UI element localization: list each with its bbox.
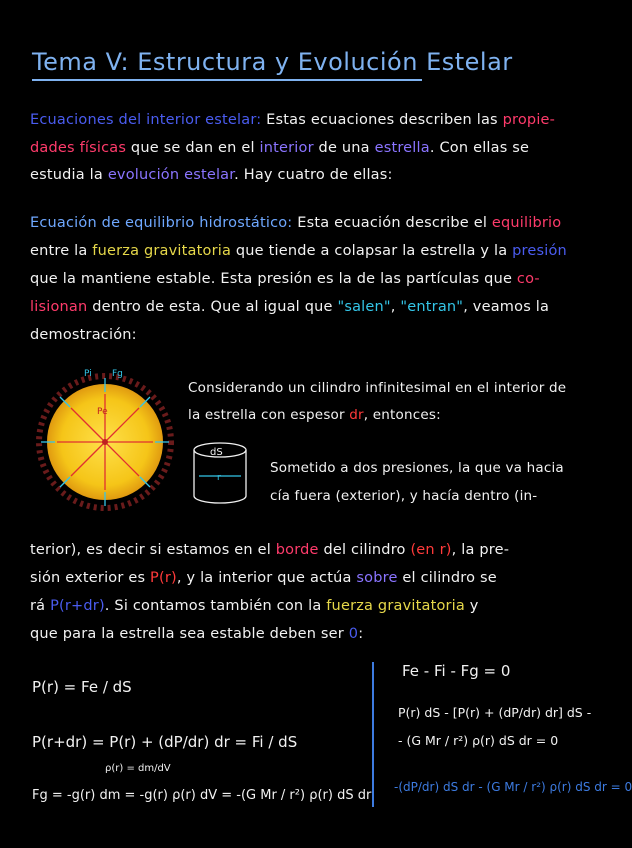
equation-balance: Fe - Fi - Fg = 0 [402,662,511,680]
term-colisionan-b: lisionan [30,299,88,315]
equation-fg: Fg = -g(r) dm = -g(r) ρ(r) dV = -(G Mr / r²) ρ(r) dS dr [32,788,372,803]
text: . Si contamos también con la [104,598,327,614]
cylinder-diagram [190,440,250,510]
text: que para la estrella sea estable deben ser [30,626,349,642]
term-equilibrio: equilibrio [491,215,562,231]
term-fisicas: dades físicas [30,140,127,156]
text: que tiende a colapsar la estrella y la [231,243,513,259]
term-p-r: P(r) [150,570,177,586]
label-pi: Pi [84,369,92,379]
term-presion: presión [512,243,567,259]
text: dentro de esta. Que al igual que [87,299,338,315]
text: entre la [30,243,93,259]
text: Esta ecuación describe el [292,215,492,231]
text: , y la interior que actúa [176,570,357,586]
term-p-r-dr: P(r+dr) [50,598,105,614]
text: , la pre- [451,542,510,558]
cont-line-2 [30,570,497,586]
equation-step-2: - (G Mr / r²) ρ(r) dS dr = 0 [398,733,559,748]
term-interior: interior [259,140,314,156]
text: terior), es decir si estamos en el [30,542,276,558]
text: , [390,299,401,315]
side-line-1: Considerando un cilindro infinitesimal en el interior de [188,380,567,396]
text: rá [30,598,51,614]
text: . Con ellas se [429,140,530,156]
hydro-line-4 [30,299,549,315]
equation-pr: P(r) = Fe / dS [32,678,132,696]
text: del cilindro [318,542,411,558]
intro-line-1 [30,112,555,128]
text: . Hay cuatro de ellas: [234,167,393,183]
cont-line-3 [30,598,479,614]
star-center [102,439,108,445]
hydro-line-1 [30,215,561,231]
term-dr: dr [349,407,364,423]
side-line-3: Sometido a dos presiones, la que va hacia [270,460,564,476]
star-diagram [28,362,183,517]
cont-line-1 [30,542,509,558]
label-pe: Pe [97,407,108,417]
term-zero: 0 [348,626,359,642]
text: de una [313,140,375,156]
term-entran: "entran" [400,299,464,315]
equation-density-note: ρ(r) = dm/dV [105,763,171,774]
side-line-4: cía fuera (exterior), y hacía dentro (in- [270,488,538,504]
page-title: Tema V: Estructura y Evolución Estelar [32,48,513,76]
term-ecuaciones: Ecuaciones del interior estelar: [30,112,262,128]
term-en-r: (en r) [410,542,452,558]
hydro-line-2 [30,243,567,259]
equation-step-1: P(r) dS - [P(r) + (dP/dr) dr] dS - [398,705,592,720]
equation-prdr: P(r+dr) = P(r) + (dP/dr) dr = Fi / dS [32,733,298,751]
term-estrella: estrella [374,140,430,156]
text: : [358,626,364,642]
term-colisionan-a: co- [516,271,540,287]
label-fg: Fg [112,369,123,379]
text: que se dan en el [126,140,260,156]
intro-line-2 [30,140,529,156]
term-propiedades: propie- [502,112,556,128]
hydro-line-3 [30,271,540,287]
text: el cilindro se [397,570,497,586]
label-r: r [217,473,221,483]
title-underline [32,79,422,81]
text: sión exterior es [30,570,151,586]
side-line-2 [188,407,441,423]
term-salen: "salen" [337,299,391,315]
text: , veamos la [463,299,550,315]
term-sobre: sobre [356,570,398,586]
equation-result: -(dP/dr) dS dr - (G Mr / r²) ρ(r) dS dr = 0 [394,780,632,794]
hydro-line-5: demostración: [30,327,137,343]
cont-line-4 [30,626,363,642]
term-borde: borde [275,542,319,558]
intro-line-3 [30,167,393,183]
result-brace [372,662,384,807]
label-ds: dS [210,447,223,458]
text: Estas ecuaciones describen las [261,112,503,128]
text: la estrella con espesor [188,407,350,423]
text: y [465,598,479,614]
term-fuerza: fuerza gravitatoria [92,243,232,259]
term-evolucion: evolución estelar [107,167,235,183]
text: , entonces: [363,407,441,423]
text: que la mantiene estable. Esta presión es la de las partículas que [30,271,517,287]
text: estudia la [30,167,108,183]
term-equilibrio-hidrostatico: Ecuación de equilibrio hidrostático: [30,215,293,231]
term-fuerza-grav: fuerza gravitatoria [326,598,465,614]
